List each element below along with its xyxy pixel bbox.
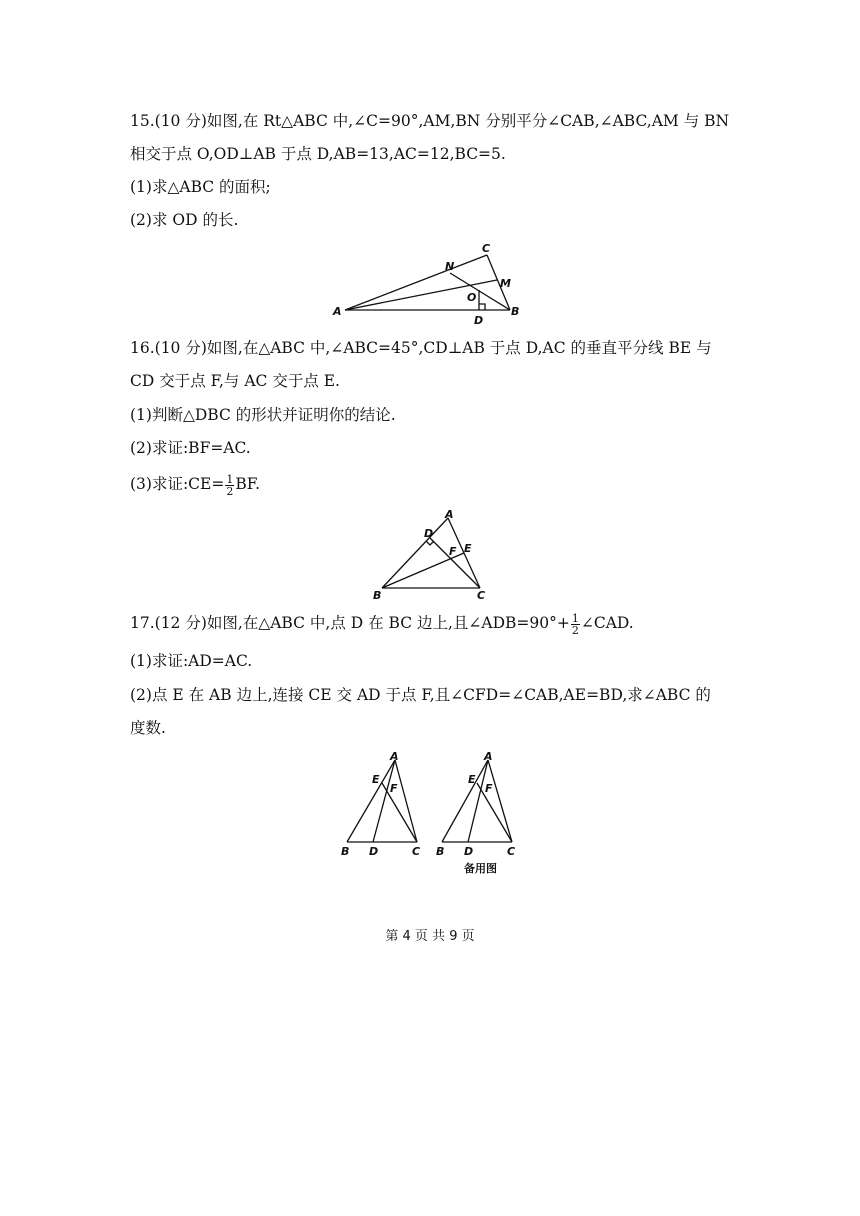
label-B: B <box>511 305 520 318</box>
p16-line-1: 16.(10 分)如图,在△ABC 中,∠ABC=45°,CD⊥AB 于点 D,AC 的垂直平分线 BE 与 <box>130 339 712 357</box>
p16-line-4: (2)求证:BF=AC. <box>130 439 251 457</box>
label-C: C <box>507 845 516 858</box>
fraction-one-half <box>225 474 234 497</box>
p15-figure <box>330 240 530 330</box>
label-C: C <box>482 242 491 255</box>
p15-line-4: (2)求 OD 的长. <box>130 211 239 229</box>
p15-line-1: 15.(10 分)如图,在 Rt△ABC 中,∠C=90°,AM,BN 分别平分∠CAB,∠ABC,AM 与 BN <box>130 112 730 130</box>
segment-BE <box>382 553 464 588</box>
label-B: B <box>373 589 382 602</box>
label-O: O <box>467 291 477 304</box>
label-B: B <box>341 845 350 858</box>
label-E: E <box>464 542 472 555</box>
label-D: D <box>369 845 379 858</box>
p16-figure <box>370 508 500 603</box>
fraction-denominator: 2 <box>226 484 234 498</box>
p17-line-4: 度数. <box>130 719 166 737</box>
segment-AC <box>395 760 417 842</box>
label-C: C <box>477 589 486 602</box>
label-F: F <box>390 782 398 795</box>
fraction-numerator: 1 <box>571 611 579 625</box>
segment-EC <box>477 783 512 842</box>
segment-BA <box>442 760 488 842</box>
p17-figure-main <box>335 750 435 860</box>
label-C: C <box>412 845 421 858</box>
label-E: E <box>372 773 380 786</box>
p17-line-1 <box>130 612 634 636</box>
p16-line-3: (1)判断△DBC 的形状并证明你的结论. <box>130 406 396 424</box>
fraction-one-half <box>571 613 580 636</box>
right-angle-mark <box>426 541 434 545</box>
p17-figure-spare <box>430 750 530 875</box>
p16-line-2: CD 交于点 F,与 AC 交于点 E. <box>130 372 340 390</box>
spare-figure-caption: 备用图 <box>464 862 497 875</box>
segment-BA <box>382 518 448 588</box>
label-D: D <box>474 314 484 327</box>
fraction-numerator: 1 <box>226 472 234 486</box>
label-B: B <box>436 845 445 858</box>
page-footer: 第 4 页 共 9 页 <box>385 929 475 944</box>
p15-line-3: (1)求△ABC 的面积; <box>130 178 271 196</box>
p16-line-5-suffix: BF. <box>235 475 261 493</box>
fraction-denominator: 2 <box>571 623 579 637</box>
segment-AC <box>488 760 512 842</box>
label-A: A <box>390 750 399 763</box>
label-A: A <box>484 750 493 763</box>
label-N: N <box>445 260 455 273</box>
right-angle-mark <box>479 304 485 310</box>
label-D: D <box>424 527 434 540</box>
label-E: E <box>468 773 476 786</box>
p17-line-1-prefix: 17.(12 分)如图,在△ABC 中,点 D 在 BC 边上,且∠ADB=90°+ <box>130 614 570 632</box>
p15-line-2: 相交于点 O,OD⊥AB 于点 D,AB=13,AC=12,BC=5. <box>130 145 506 163</box>
p17-line-2: (1)求证:AD=AC. <box>130 652 253 670</box>
p17-line-3: (2)点 E 在 AB 边上,连接 CE 交 AD 于点 F,且∠CFD=∠CAB,AE=BD,求∠ABC 的 <box>130 686 711 704</box>
label-F: F <box>485 782 493 795</box>
p17-line-1-suffix: ∠CAD. <box>580 614 634 632</box>
p16-line-5 <box>130 473 260 497</box>
label-M: M <box>500 277 511 290</box>
p16-line-5-prefix: (3)求证:CE= <box>130 475 225 493</box>
label-F: F <box>449 545 457 558</box>
segment-BA <box>347 760 395 842</box>
label-A: A <box>445 508 454 521</box>
label-A: A <box>333 305 342 318</box>
label-D: D <box>464 845 474 858</box>
segment-EC <box>382 783 417 842</box>
